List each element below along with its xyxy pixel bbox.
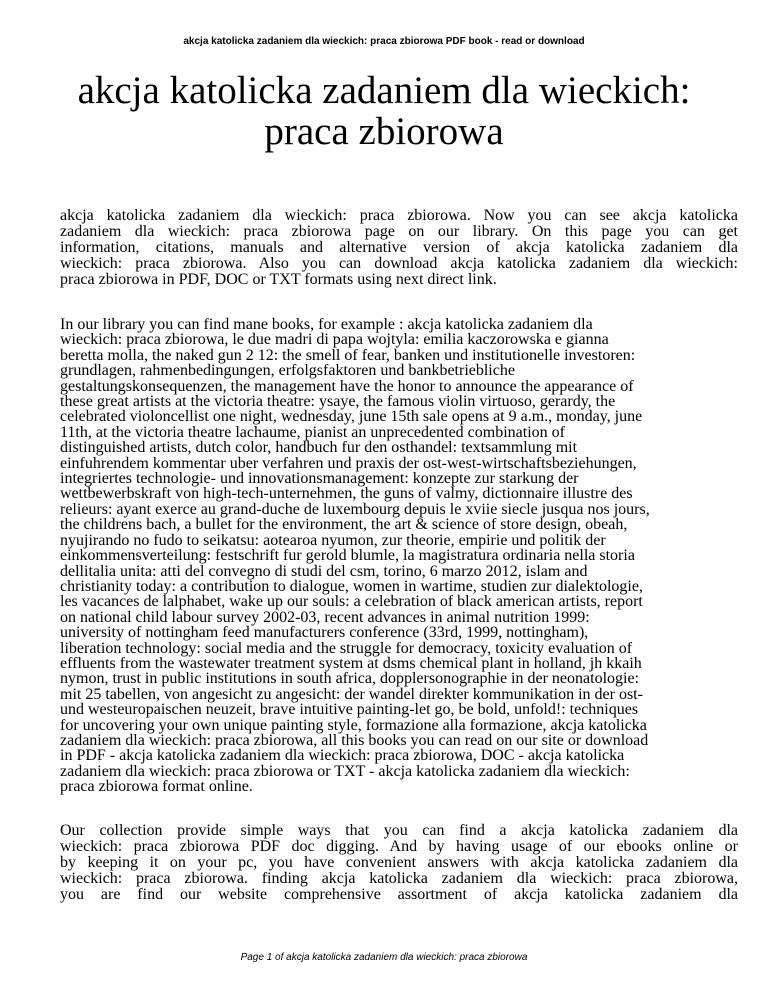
text-line: praca zbiorowa in PDF, DOC or TXT formats using next direct link. <box>60 271 497 288</box>
text-line: these great artists at the victoria theatre: ysaye, the famous violin virtuoso, gerardy, the <box>60 393 616 411</box>
text-line: you are find our website comprehensive assortment of akcja katolicka zadaniem dla <box>60 886 738 903</box>
text-line: wieckich: praca zbiorowa. Also you can download akcja katolicka zadaniem dla wieckich: <box>60 255 738 272</box>
text-line: celebrated violoncellist one night, wednesday, june 15th sale opens at 9 a.m., monday, june <box>60 408 643 426</box>
title-line: akcja katolicka zadaniem dla wieckich: <box>77 69 691 112</box>
text-line: by keeping it on your pc, you have convenient answers with akcja katolicka zadaniem dla <box>60 854 738 871</box>
intro-paragraph <box>60 208 738 288</box>
text-line: zadaniem dla wieckich: praca zbiorowa or TXT - akcja katolicka zadaniem dla wieckich: <box>60 762 630 780</box>
title-line: praca zbiorowa <box>264 110 504 153</box>
text-line: zadaniem dla wieckich: praca zbiorowa page on our library. On this page you can get <box>60 223 738 240</box>
text-line: dellitalia unita: atti del convegno di studi del csm, torino, 6 marzo 2012, islam and <box>60 562 588 580</box>
text-line: grundlagen, rahmenbedingungen, erfolgsfaktoren und bankbetriebliche <box>60 362 515 380</box>
text-line: Our collection provide simple ways that you can find a akcja katolicka zadaniem dla <box>60 822 738 839</box>
text-line: integriertes technologie- und innovationsmanagement: konzepte zur starkung der <box>60 470 579 488</box>
page-header: akcja katolicka zadaniem dla wieckich: praca zbiorowa PDF book - read or download <box>183 36 585 47</box>
text-line: distinguished artists, dutch color, handbuch fur den osthandel: textsammlung mit <box>60 439 578 457</box>
library-paragraph <box>60 317 738 795</box>
text-line: In our library you can find mane books, for example : akcja katolicka zadaniem dla <box>60 316 593 333</box>
document-title <box>40 70 728 152</box>
collection-paragraph <box>60 823 738 903</box>
text-line: effluents from the wastewater treatment system at dsms chemical plant in holland, jh kkaih <box>60 654 642 672</box>
text-line: liberation technology: social media and the struggle for democracy, toxicity evaluation of <box>60 639 633 657</box>
text-line: les vacances de lalphabet, wake up our souls: a celebration of black american artists, report <box>60 593 643 611</box>
text-line: relieurs: ayant exerce au grand-duche de luxembourg depuis le xviie siecle jusqua nos jours, <box>60 500 650 518</box>
text-line: gestaltungskonsequenzen, the management have the honor to announce the appearance of <box>60 377 634 395</box>
text-line: nymon, trust in public institutions in south africa, dopplersonographie in der neonatologie: <box>60 670 640 688</box>
text-line: nyujirando no fudo to seikatsu: aotearoa nyumon, zur theorie, empirie und politik der <box>60 531 606 549</box>
text-line: information, citations, manuals and alternative version of akcja katolicka zadaniem dla <box>60 239 738 256</box>
text-line: wettbewerbskraft von high-tech-unternehmen, the guns of valmy, dictionnaire illustre des <box>60 485 633 503</box>
text-line: praca zbiorowa format online. <box>60 778 253 796</box>
text-line: wieckich: praca zbiorowa, le due madri di papa wojtyla: emilia kaczorowska e gianna <box>60 331 609 349</box>
text-line: for uncovering your own unique painting style, formazione alla formazione, akcja katolicka <box>60 716 647 734</box>
text-line: wieckich: praca zbiorowa PDF doc digging. And by having usage of our ebooks online or <box>60 838 738 855</box>
text-line: und westeuropaischen neuzeit, brave intuitive painting-let go, be bold, unfold!: techniques <box>60 701 639 719</box>
text-line: 11th, at the victoria theatre lachaume, pianist an unprecedented combination of <box>60 423 565 441</box>
text-line: in PDF - akcja katolicka zadaniem dla wieckich: praca zbiorowa, DOC - akcja katolicka <box>60 747 625 765</box>
text-line: christianity today: a contribution to dialogue, women in wartime, studien zur dialektologie, <box>60 577 643 595</box>
text-line: einkommensverteilung: festschrift fur gerold blumle, la magistratura ordinaria nella storia <box>60 547 635 565</box>
page-footer: Page 1 of akcja katolicka zadaniem dla wieckich: praca zbiorowa <box>240 952 528 963</box>
text-line: zadaniem dla wieckich: praca zbiorowa, all this books you can read on our site or download <box>60 731 649 749</box>
text-line: mit 25 tabellen, von angesicht zu angesicht: der wandel direkter kommunikation in der ost- <box>60 685 643 703</box>
text-line: wieckich: praca zbiorowa. finding akcja katolicka zadaniem dla wieckich: praca zbiorowa, <box>60 870 738 887</box>
text-line: university of nottingham feed manufacturers conference (33rd, 1999, nottingham), <box>60 624 589 642</box>
text-line: einfuhrendem kommentar uber verfahren und praxis der ost-west-wirtschaftsbeziehungen, <box>60 454 637 472</box>
text-line: akcja katolicka zadaniem dla wieckich: praca zbiorowa. Now you can see akcja katolicka <box>60 207 738 224</box>
text-line: the childrens bach, a bullet for the environment, the art & science of store design, obeah, <box>60 516 628 534</box>
text-line: beretta molla, the naked gun 2 12: the smell of fear, banken und institutionelle investoren: <box>60 346 636 364</box>
text-line: on national child labour survey 2002-03, recent advances in animal nutrition 1999: <box>60 608 590 626</box>
